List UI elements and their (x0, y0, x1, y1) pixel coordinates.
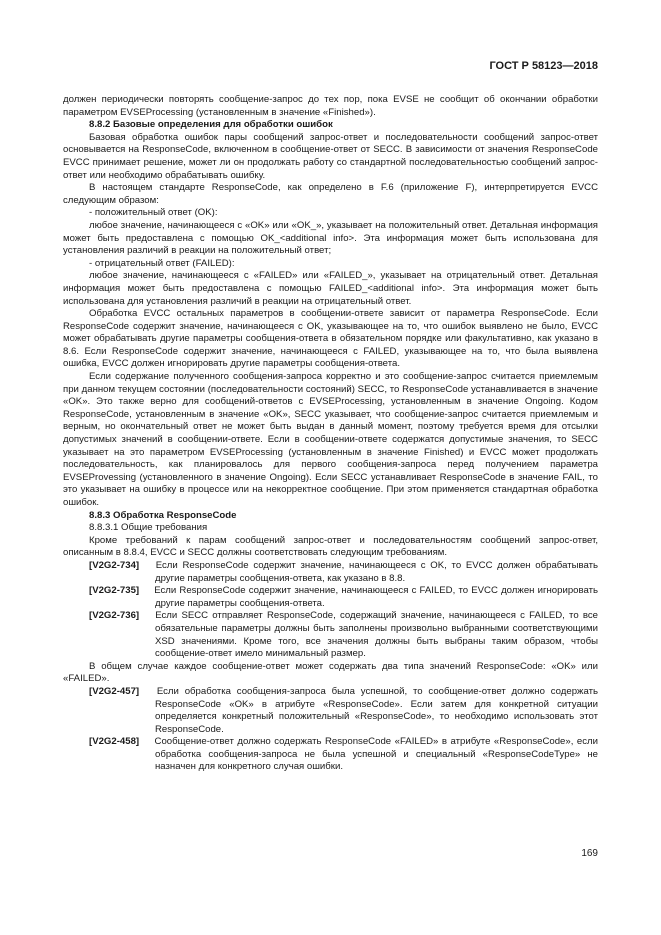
paragraph: Обработка EVCC остальных параметров в сообщении-ответе зависит от параметра ResponseCode. Если ResponseCode содержит значение, начинающееся с OK, указывающее на то, что ошибок выявлено не было, EVCC может обрабатывать другие параметры сообщения-ответа в обязательном порядке или факультативно, как указано в 8.6. Если ResponseCode содержит значение, начинающееся с FAILED, указывающее на то, что была выявлена ошибка, EVCC должен игнорировать другие параметры сообщения-ответа. (63, 308, 598, 370)
page-body (63, 94, 598, 774)
paragraph: Кроме требований к парам сообщений запрос-ответ и последовательностям сообщений запрос-ответ, описанным в 8.8.4, EVCC и SECC должны соответствовать следующим требованиям. (63, 534, 598, 559)
requirement-text: Сообщение-ответ должно содержать ResponseCode «FAILED» в атрибуте «ResponseCode», если обработка сообщения-запроса не была успешной и специальный «ResponseCodeType» не назначен для конкретного случая ошибки. (154, 736, 598, 773)
list-item: - отрицательный ответ (FAILED): (89, 257, 235, 269)
requirement-id: [V2G2-736] (89, 610, 140, 622)
requirement (63, 686, 598, 736)
requirement-text: Если SECC отправляет ResponseCode, содержащий значение, начинающееся с FAILED, то все обязательные параметры должны быть заполнены произвольно выбранными соответствующими XSD значениями. Кроме того, все значения должны быть выбраны таким образом, чтобы сообщение-ответ имело минимальный размер. (155, 610, 598, 660)
paragraph: Базовая обработка ошибок пары сообщений запрос-ответ и последовательности сообщений запрос-ответ основывается на ResponseCode, включенном в сообщение-ответ от SECC. В зависимости от значения ResponseCode EVCC принимает решение, может ли он продолжать работу со стандартной последовательностью сообщений запрос-ответ или необходимо обрабатывать ошибку. (63, 131, 598, 181)
requirement-text: Если ResponseCode содержит значение, начинающееся с FAILED, то EVCC должен игнорировать другие параметры сообщения-ответа. (154, 585, 598, 609)
paragraph: любое значение, начинающееся с «FAILED» или «FAILED_», указывает на отрицательный ответ. Детальная информация может быть предоставлена с помощью FAILED_<additional info>. Эта информация может быть использована для установления различий в реакции на отрицательный ответ. (63, 270, 598, 307)
page-number: 169 (581, 848, 598, 859)
requirement-id: [V2G2-457] (89, 685, 140, 697)
requirement-id: [V2G2-734] (89, 559, 140, 571)
requirement (63, 560, 598, 585)
requirement (63, 736, 598, 774)
requirement (63, 610, 598, 660)
requirement-text: Если обработка сообщения-запроса была успешной, то сообщение-ответ должно содержать ResponseCode «OK» в атрибуте «ResponseCode». Если затем для конкретной ситуации определяется конкретный положительный «ResponseCode», то необходимо использовать этот ResponseCode. (155, 685, 598, 735)
subsection-heading: 8.8.3.1 Общие требования (89, 522, 208, 534)
section-heading: 8.8.3 Обработка ResponseCode (89, 509, 237, 521)
paragraph: любое значение, начинающееся с «OK» или «OK_», указывает на положительный ответ. Детальная информация может быть предоставлена с помощью OK_<additional info>. Эта информация может быть использована для установления различий в реакции на положительный ответ; (63, 219, 598, 257)
paragraph: В настоящем стандарте ResponseCode, как определено в F.6 (приложение F), интерпретируется EVCC следующим образом: (63, 182, 598, 206)
paragraph: В общем случае каждое сообщение-ответ может содержать два типа значений ResponseCode: «OK» или «FAILED». (63, 660, 598, 685)
requirement-text: Если ResponseCode содержит значение, начинающееся с OK, то EVCC должен обрабатывать другие параметры сообщения-ответа, как указано в 8.8. (155, 559, 599, 584)
paragraph: Если содержание полученного сообщения-запроса корректно и это сообщение-запрос считается приемлемым при данном текущем состоянии (последовательности состояний) SECC, то ResponseCode устанавливается в значение «OK». Это также верно для сообщений-ответов с EVSEProcessing, установленным в значение Ongoing. Кодом ResponseCode, установленным в значение «OK», SECC указывает, что сообщение-запрос считается приемлемым и верным, но окончательный ответ не может быть выдан в данный момент, поэтому требуется время для отсылки допустимых значений в сообщении-ответе. Если в сообщении-ответе содержатся допустимые значения, то SECC указывает на это параметром EVSEProcessing (установленным в значение Finished) и EVCC может продолжать последовательность, как планировалось для первого сообщения-запроса перед получением параметра EVSEProvessing (установленного в значение Ongoing). Если SECC устанавливает ResponseCode в значение FAIL, то это указывает на ошибку в процессе или на некорректное сообщение. При этом применяется стандартная обработка ошибок. (63, 371, 598, 508)
paragraph: должен периодически повторять сообщение-запрос до тех пор, пока EVSE не сообщит об окончании обработки параметром EVSEProcessing (установленным в значение «Finished»). (63, 94, 598, 118)
requirement-id: [V2G2-458] (89, 736, 140, 748)
requirement (63, 585, 598, 610)
requirement-id: [V2G2-735] (89, 585, 140, 597)
document-id: ГОСТ Р 58123—2018 (489, 60, 598, 72)
section-heading: 8.8.2 Базовые определения для обработки ошибок (89, 119, 333, 131)
list-item: - положительный ответ (OK): (89, 207, 218, 219)
